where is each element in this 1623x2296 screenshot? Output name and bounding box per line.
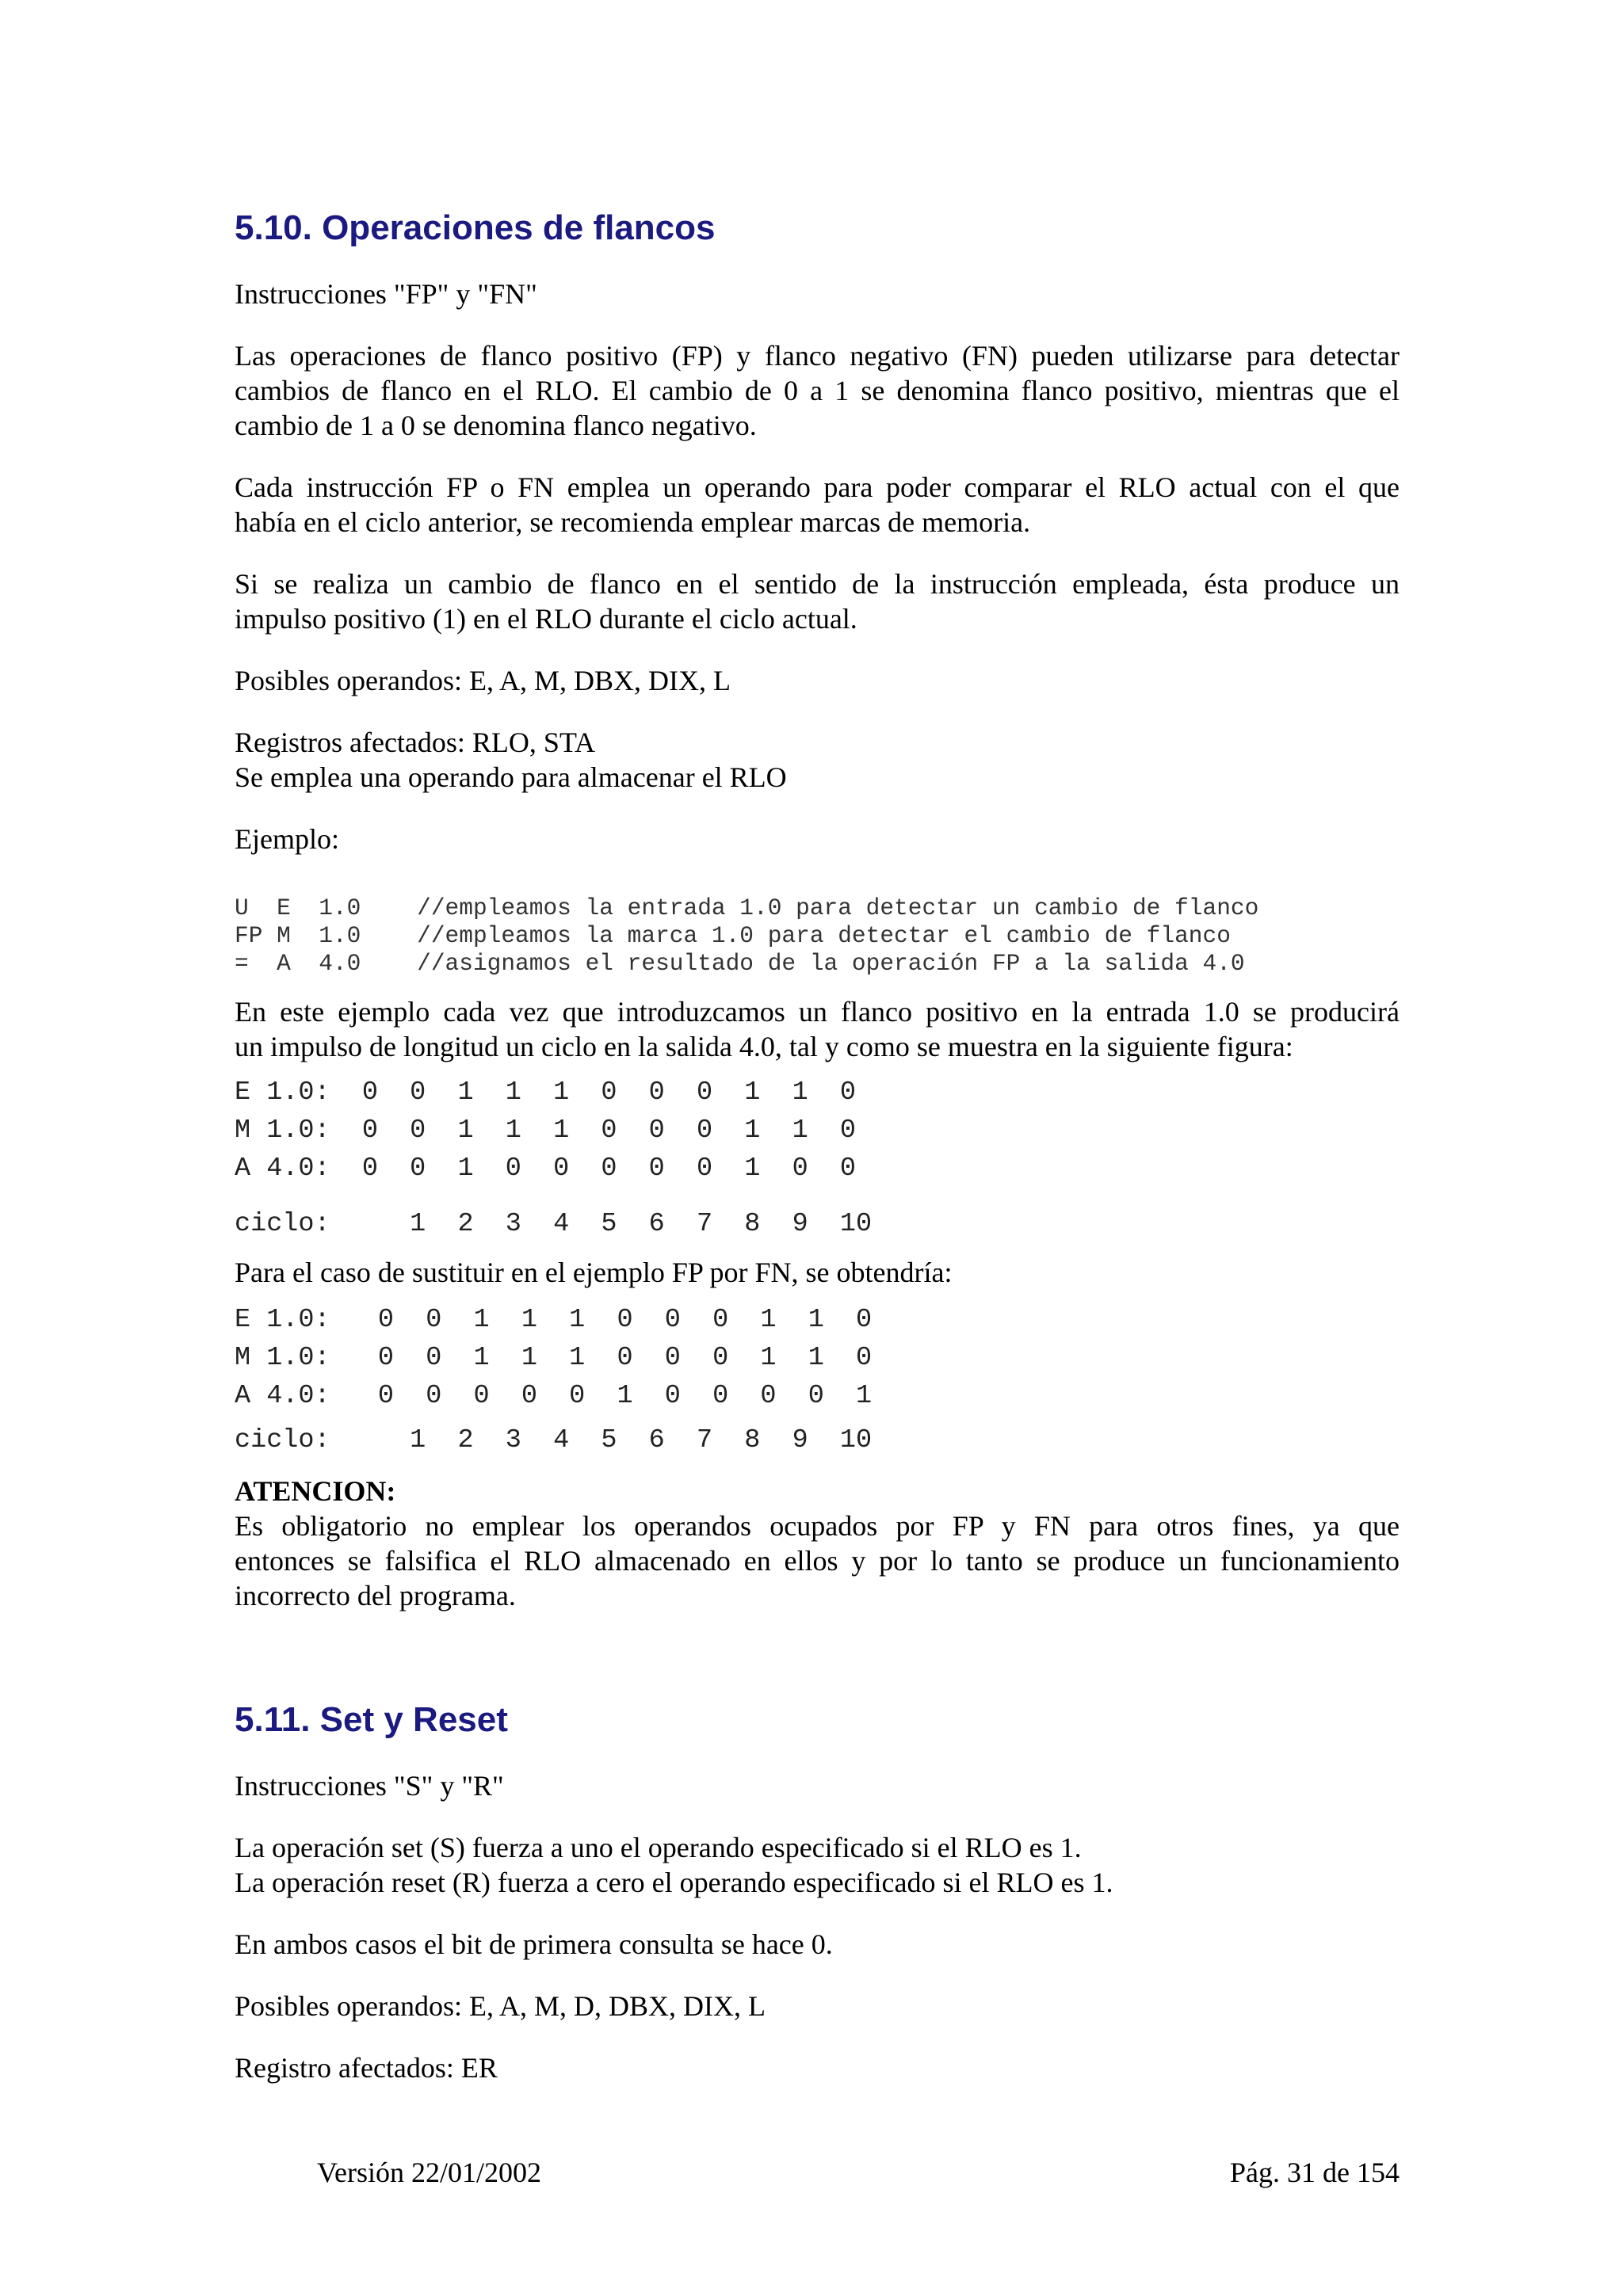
paragraph-line: Si se realiza un cambio de flanco en el sentido de la instrucción empleada, ésta produce un — [235, 568, 1400, 600]
attention-block — [235, 1474, 1400, 1613]
cycle-row-fp: ciclo: 1 2 3 4 5 6 7 8 9 10 — [235, 1209, 873, 1239]
cycle-row-fn: ciclo: 1 2 3 4 5 6 7 8 9 10 — [235, 1425, 873, 1455]
signal-row: M 1.0: 0 0 1 1 1 0 0 0 1 1 0 — [235, 1343, 873, 1373]
signal-row: A 4.0: 0 0 1 0 0 0 0 0 1 0 0 — [235, 1154, 857, 1184]
paragraph-line: En este ejemplo cada vez que introduzcamos un flanco positivo en la entrada 1.0 se producirá — [235, 996, 1400, 1028]
signal-row: M 1.0: 0 0 1 1 1 0 0 0 1 1 0 — [235, 1116, 857, 1146]
footer-page-number: Pág. 31 de 154 — [1230, 2157, 1400, 2188]
fn-intro: Para el caso de sustituir en el ejemplo FP por FN, se obtendría: — [235, 1257, 953, 1288]
code-line: U E 1.0 //empleamos la entrada 1.0 para detectar un cambio de flanco — [235, 894, 1259, 921]
signal-table-fp — [235, 1074, 856, 1188]
instructions-s-r: Instrucciones "S" y "R" — [235, 1770, 504, 1802]
registers-block — [235, 725, 1400, 795]
possible-operands: Posibles operandos: E, A, M, DBX, DIX, L — [235, 665, 731, 696]
signal-table-fn — [235, 1301, 872, 1415]
paragraph-line: cambio de 1 a 0 se denomina flanco negativo. — [235, 410, 757, 441]
paragraph-operand-compare — [235, 470, 1400, 540]
paragraph-line: Cada instrucción FP o FN emplea un operando para poder comparar el RLO actual con el que — [235, 471, 1400, 503]
paragraph-example-description — [235, 994, 1400, 1064]
paragraph-line: un impulso de longitud un ciclo en la salida 4.0, tal y como se muestra en la siguiente figura: — [235, 1031, 1293, 1062]
paragraph-line: cambios de flanco en el RLO. El cambio de 0 a 1 se denomina flanco positivo, mientras que el — [235, 375, 1400, 406]
paragraph-line: había en el ciclo anterior, se recomienda emplear marcas de memoria. — [235, 506, 1031, 538]
set-line: La operación set (S) fuerza a uno el operando especificado si el RLO es 1. — [235, 1832, 1082, 1863]
document-page — [235, 0, 1400, 2296]
footer-version: Versión 22/01/2002 — [317, 2157, 541, 2188]
instructions-fp-fn: Instrucciones "FP" y "FN" — [235, 278, 537, 310]
first-check-note: En ambos casos el bit de primera consulta se hace 0. — [235, 1928, 833, 1960]
registers-affected-sr: Registro afectados: ER — [235, 2052, 498, 2084]
attention-line: entonces se falsifica el RLO almacenado en ellos y por lo tanto se produce un funcionamiento — [235, 1545, 1400, 1577]
paragraph-line: Las operaciones de flanco positivo (FP) y flanco negativo (FN) pueden utilizarse para detectar — [235, 340, 1400, 372]
code-line: FP M 1.0 //empleamos la marca 1.0 para detectar el cambio de flanco — [235, 922, 1231, 949]
attention-line: incorrecto del programa. — [235, 1580, 516, 1611]
section-5-11-title: 5.11. Set y Reset — [235, 1700, 508, 1739]
code-example — [235, 894, 1258, 978]
signal-row: E 1.0: 0 0 1 1 1 0 0 0 1 1 0 — [235, 1305, 873, 1335]
section-5-10-title: 5.10. Operaciones de flancos — [235, 208, 716, 247]
example-label: Ejemplo: — [235, 823, 339, 855]
registers-note: Se emplea una operando para almacenar el RLO — [235, 761, 787, 793]
paragraph-impulse — [235, 566, 1400, 636]
paragraph-flank-intro — [235, 338, 1400, 443]
attention-line: Es obligatorio no emplear los operandos ocupados por FP y FN para otros fines, ya que — [235, 1510, 1400, 1542]
signal-row: A 4.0: 0 0 0 0 0 1 0 0 0 0 1 — [235, 1381, 873, 1411]
paragraph-line: impulso positivo (1) en el RLO durante el ciclo actual. — [235, 603, 857, 635]
possible-operands-sr: Posibles operandos: E, A, M, D, DBX, DIX, L — [235, 1990, 766, 2022]
code-line: = A 4.0 //asignamos el resultado de la operación FP a la salida 4.0 — [235, 950, 1245, 977]
registers-affected: Registros afectados: RLO, STA — [235, 727, 596, 758]
attention-title: ATENCION: — [235, 1475, 396, 1507]
set-reset-block — [235, 1830, 1400, 1900]
signal-row: E 1.0: 0 0 1 1 1 0 0 0 1 1 0 — [235, 1077, 857, 1108]
reset-line: La operación reset (R) fuerza a cero el operando especificado si el RLO es 1. — [235, 1867, 1113, 1898]
